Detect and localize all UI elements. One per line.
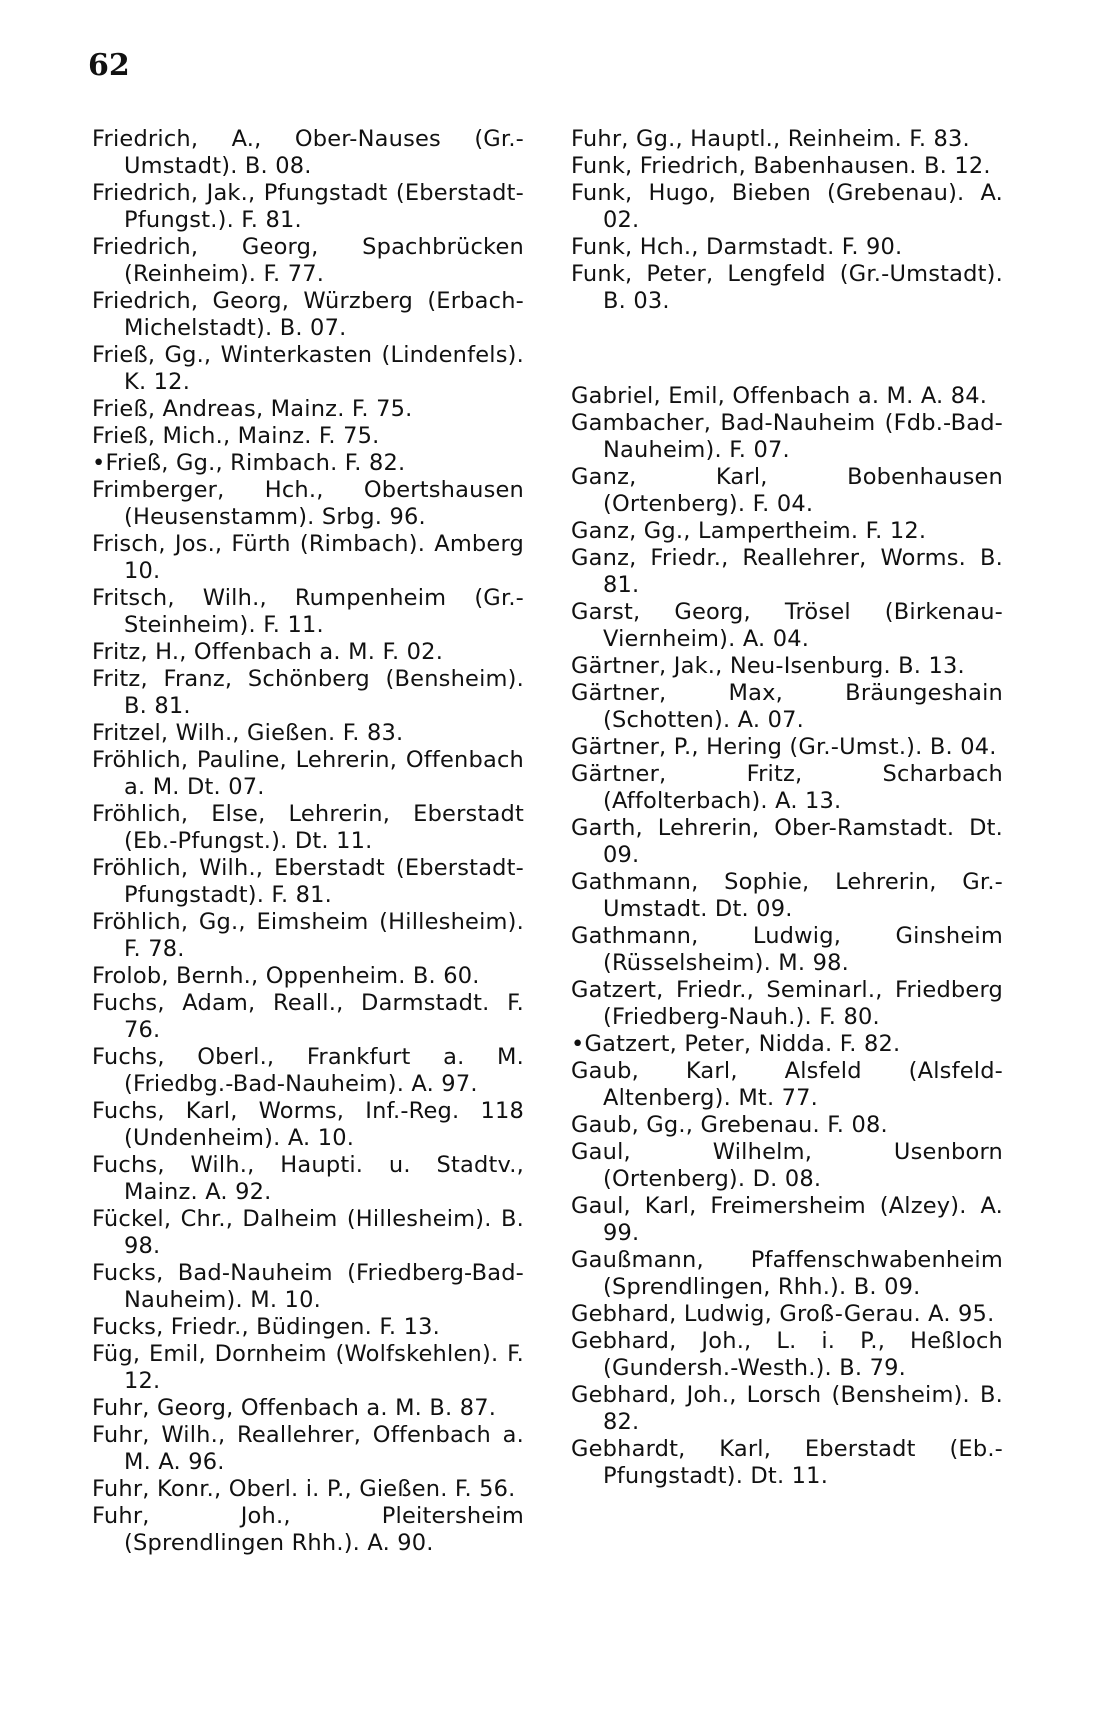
directory-entry: Fritzel, Wilh., Gießen. F. 83.	[92, 720, 404, 746]
directory-entry: Fritsch, Wilh., Rumpenheim (Gr.-Steinheim). F. 11.	[92, 585, 524, 638]
directory-entry: Fückel, Chr., Dalheim (Hillesheim). B. 98.	[92, 1206, 524, 1259]
directory-entry: Fucks, Friedr., Büdingen. F. 13.	[92, 1314, 440, 1340]
directory-entry: Gabriel, Emil, Offenbach a. M. A. 84.	[571, 383, 988, 409]
directory-entry: Ganz, Friedr., Reallehrer, Worms. B. 81.	[571, 545, 1003, 598]
directory-entry: Gaul, Karl, Freimersheim (Alzey). A. 99.	[571, 1193, 1003, 1246]
directory-entry: Gaub, Gg., Grebenau. F. 08.	[571, 1112, 888, 1138]
directory-entry: Frimberger, Hch., Obertshausen (Heusenstamm). Srbg. 96.	[92, 477, 524, 530]
directory-entry: Friedrich, Georg, Spachbrücken (Reinheim). F. 77.	[92, 234, 524, 287]
directory-entry: •Gatzert, Peter, Nidda. F. 82.	[571, 1031, 901, 1057]
directory-entry: Funk, Friedrich, Babenhausen. B. 12.	[571, 153, 991, 179]
directory-entry: Gärtner, Jak., Neu-Isenburg. B. 13.	[571, 653, 965, 679]
directory-entry: Fröhlich, Else, Lehrerin, Eberstadt (Eb.-Pfungst.). Dt. 11.	[92, 801, 524, 854]
directory-entry: Gaub, Karl, Alsfeld (Alsfeld-Altenberg). Mt. 77.	[571, 1058, 1003, 1111]
page-number: 62	[88, 48, 130, 83]
directory-entry: Gärtner, Fritz, Scharbach (Affolterbach). A. 13.	[571, 761, 1003, 814]
directory-entry: Fuchs, Karl, Worms, Inf.-Reg. 118 (Undenheim). A. 10.	[92, 1098, 524, 1151]
directory-entry: Gebhard, Joh., L. i. P., Heßloch (Gundersh.-Westh.). B. 79.	[571, 1328, 1003, 1381]
directory-entry: Fröhlich, Gg., Eimsheim (Hillesheim). F. 78.	[92, 909, 524, 962]
right-column	[571, 126, 1003, 1490]
directory-entry: Funk, Hugo, Bieben (Grebenau). A. 02.	[571, 180, 1003, 233]
directory-entry: Garth, Lehrerin, Ober-Ramstadt. Dt. 09.	[571, 815, 1003, 868]
directory-entry: Gathmann, Ludwig, Ginsheim (Rüsselsheim). M. 98.	[571, 923, 1003, 976]
directory-entry: Fuchs, Wilh., Haupti. u. Stadtv., Mainz. A. 92.	[92, 1152, 524, 1205]
directory-entry: Gärtner, P., Hering (Gr.-Umst.). B. 04.	[571, 734, 997, 760]
directory-entry: Fuhr, Wilh., Reallehrer, Offenbach a. M. A. 96.	[92, 1422, 524, 1475]
directory-entry: Frieß, Mich., Mainz. F. 75.	[92, 423, 380, 449]
directory-entry: Gebhardt, Karl, Eberstadt (Eb.-Pfungstadt). Dt. 11.	[571, 1436, 1003, 1489]
directory-entry: Frisch, Jos., Fürth (Rimbach). Amberg 10.	[92, 531, 524, 584]
directory-entry: Fuhr, Gg., Hauptl., Reinheim. F. 83.	[571, 126, 970, 152]
directory-entry: Fuchs, Adam, Reall., Darmstadt. F. 76.	[92, 990, 524, 1043]
directory-entry: Frieß, Andreas, Mainz. F. 75.	[92, 396, 413, 422]
directory-entry: Fucks, Bad-Nauheim (Friedberg-Bad-Nauheim). M. 10.	[92, 1260, 524, 1313]
directory-entry: Gärtner, Max, Bräungeshain (Schotten). A. 07.	[571, 680, 1003, 733]
directory-entry: Fröhlich, Pauline, Lehrerin, Offenbach a. M. Dt. 07.	[92, 747, 524, 800]
directory-entry: Gambacher, Bad-Nauheim (Fdb.-Bad-Nauheim). F. 07.	[571, 410, 1003, 463]
directory-entry: Fuhr, Georg, Offenbach a. M. B. 87.	[92, 1395, 497, 1421]
directory-entry: Frieß, Gg., Winterkasten (Lindenfels). K. 12.	[92, 342, 524, 395]
directory-entry: Gebhard, Joh., Lorsch (Bensheim). B. 82.	[571, 1382, 1003, 1435]
left-column	[92, 126, 524, 1557]
directory-entry: Friedrich, Georg, Würzberg (Erbach-Michelstadt). B. 07.	[92, 288, 524, 341]
directory-entry: Ganz, Gg., Lampertheim. F. 12.	[571, 518, 927, 544]
directory-entry: Funk, Hch., Darmstadt. F. 90.	[571, 234, 903, 260]
section-gap	[571, 315, 1003, 383]
directory-entry: Funk, Peter, Lengfeld (Gr.-Umstadt). B. 03.	[571, 261, 1003, 314]
directory-entry: Fritz, H., Offenbach a. M. F. 02.	[92, 639, 444, 665]
directory-entry: Friedrich, Jak., Pfungstadt (Eberstadt-Pfungst.). F. 81.	[92, 180, 524, 233]
directory-entry: •Frieß, Gg., Rimbach. F. 82.	[92, 450, 406, 476]
directory-entry: Frolob, Bernh., Oppenheim. B. 60.	[92, 963, 480, 989]
directory-entry: Ganz, Karl, Bobenhausen (Ortenberg). F. 04.	[571, 464, 1003, 517]
directory-entry: Fröhlich, Wilh., Eberstadt (Eberstadt-Pfungstadt). F. 81.	[92, 855, 524, 908]
directory-entry: Gaußmann, Pfaffenschwabenheim (Sprendlingen, Rhh.). B. 09.	[571, 1247, 1003, 1300]
directory-entry: Garst, Georg, Trösel (Birkenau-Viernheim). A. 04.	[571, 599, 1003, 652]
directory-entry: Fuhr, Joh., Pleitersheim (Sprendlingen Rhh.). A. 90.	[92, 1503, 524, 1556]
directory-entry: Gatzert, Friedr., Seminarl., Friedberg (Friedberg-Nauh.). F. 80.	[571, 977, 1003, 1030]
directory-entry: Fuchs, Oberl., Frankfurt a. M. (Friedbg.-Bad-Nauheim). A. 97.	[92, 1044, 524, 1097]
directory-entry: Gaul, Wilhelm, Usenborn (Ortenberg). D. 08.	[571, 1139, 1003, 1192]
directory-entry: Fuhr, Konr., Oberl. i. P., Gießen. F. 56.	[92, 1476, 516, 1502]
directory-entry: Füg, Emil, Dornheim (Wolfskehlen). F. 12.	[92, 1341, 524, 1394]
directory-entry: Gebhard, Ludwig, Groß-Gerau. A. 95.	[571, 1301, 995, 1327]
directory-entry: Friedrich, A., Ober-Nauses (Gr.-Umstadt). B. 08.	[92, 126, 524, 179]
directory-entry: Fritz, Franz, Schönberg (Bensheim). B. 81.	[92, 666, 524, 719]
directory-entry: Gathmann, Sophie, Lehrerin, Gr.-Umstadt. Dt. 09.	[571, 869, 1003, 922]
